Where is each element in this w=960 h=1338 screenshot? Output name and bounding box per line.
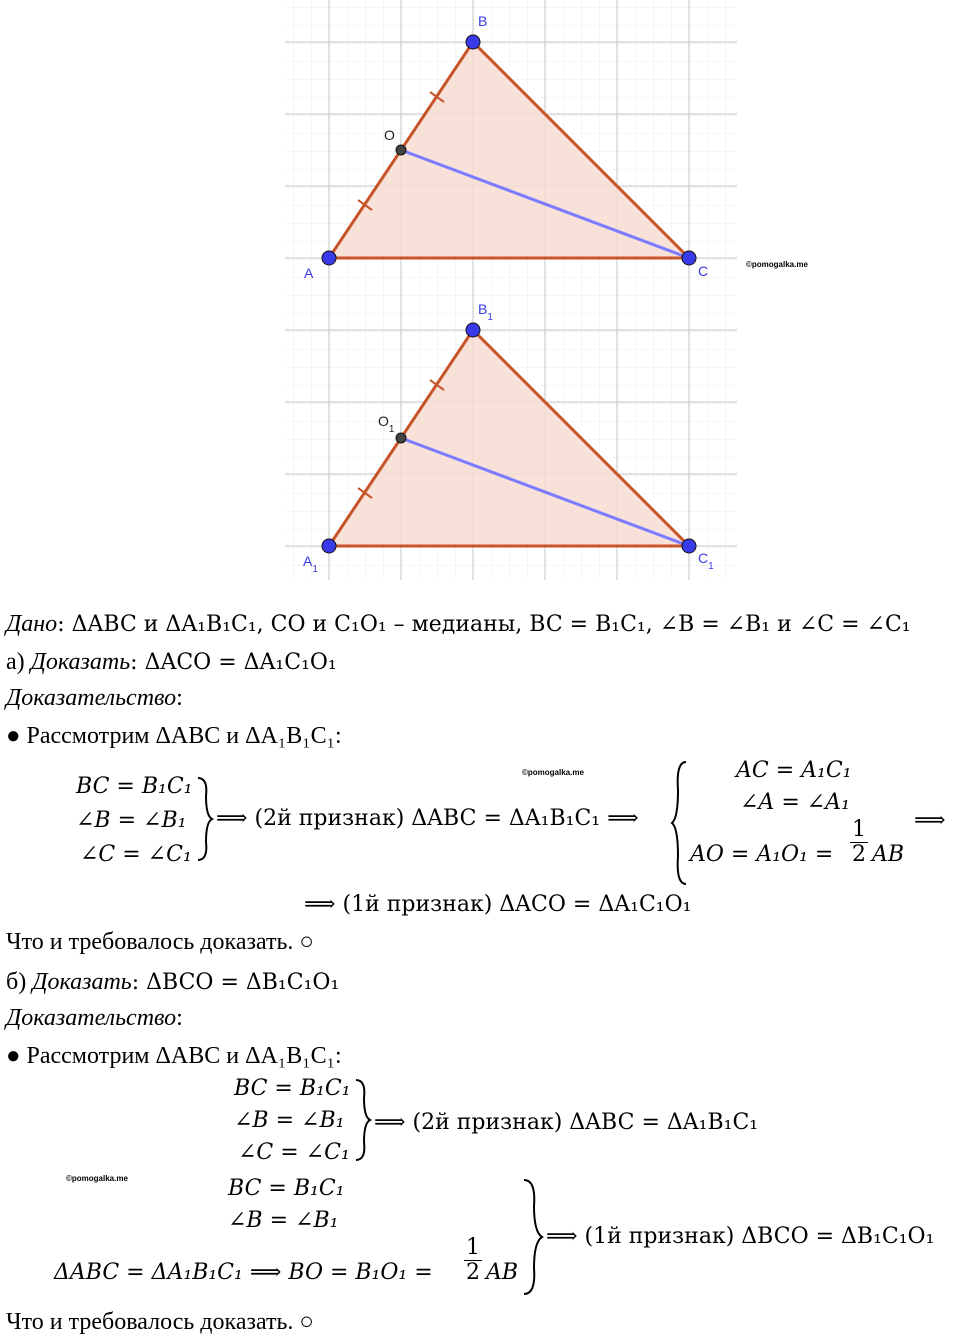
part-a-sys1-l3: ∠C = ∠C₁ bbox=[80, 842, 192, 867]
part-a-prove: а) Доказать: ΔACO = ΔA₁C₁O₁ bbox=[6, 649, 337, 675]
given-label: Дано bbox=[6, 611, 58, 637]
part-a-consider: ● Рассмотрим ΔABC и ΔA₁B₁C₁: bbox=[6, 723, 342, 749]
watermark-2: ©pomogalka.me bbox=[522, 768, 584, 777]
brace-left-a2 bbox=[670, 760, 688, 886]
brace-right-b1 bbox=[354, 1078, 372, 1162]
svg-text:B1: $B_1$ bbox=[478, 301, 493, 323]
part-b-impl1: ⟹ (2й признак) ΔABC = ΔA₁B₁C₁ bbox=[374, 1110, 759, 1135]
part-b-sys1-l3: ∠C = ∠C₁ bbox=[238, 1140, 350, 1165]
part-a-arrow: ⟹ bbox=[914, 808, 946, 833]
part-b-sys1-l2: ∠B = ∠B₁ bbox=[234, 1108, 345, 1133]
brace-right-b2 bbox=[522, 1178, 544, 1296]
label-c: C bbox=[698, 263, 709, 279]
part-a-sys2-l1: AC = A₁C₁ bbox=[736, 758, 852, 783]
watermark-1: ©pomogalka.me bbox=[746, 260, 808, 269]
part-a-conclusion: ⟹ (1й признак) ΔACO = ΔA₁C₁O₁ bbox=[304, 892, 692, 917]
label-o: O bbox=[384, 127, 395, 143]
part-a-frac: 1 2 bbox=[852, 817, 866, 867]
part-b-sys1-l1: BC = B₁C₁ bbox=[234, 1076, 351, 1101]
part-b-qed: Что и требовалось доказать. ○ bbox=[6, 1309, 314, 1335]
part-a-sys1-l2: ∠B = ∠B₁ bbox=[76, 808, 187, 833]
given-text: : ΔABC и ΔA₁B₁C₁, CO и C₁O₁ – медианы, BC = B₁C₁, ∠B = ∠B₁ и ∠C = ∠C₁ bbox=[57, 612, 911, 637]
part-a-qed: Что и требовалось доказать. ○ bbox=[6, 929, 314, 955]
given-line bbox=[6, 610, 911, 639]
part-b-sys2-tail: AB bbox=[486, 1260, 519, 1285]
part-b-prove: б) Доказать: ΔBCO = ΔB₁C₁O₁ bbox=[6, 969, 340, 995]
svg-text:O1: $O_1$ bbox=[378, 413, 395, 435]
part-b-frac: 1 2 bbox=[466, 1235, 480, 1285]
part-a-proof-label: Доказательство: bbox=[6, 685, 183, 711]
part-a-impl1: ⟹ (2й признак) ΔABC = ΔA₁B₁C₁ ⟹ bbox=[216, 806, 639, 831]
part-b-sys2-l1: BC = B₁C₁ bbox=[228, 1176, 345, 1201]
label-a: A bbox=[304, 265, 314, 281]
geometry-figure bbox=[0, 0, 960, 580]
part-b-conclusion: ⟹ (1й признак) ΔBCO = ΔB₁C₁O₁ bbox=[546, 1224, 935, 1249]
part-b-sys2-l2: ∠B = ∠B₁ bbox=[228, 1208, 339, 1233]
part-a-sys1-l1: BC = B₁C₁ bbox=[76, 774, 193, 799]
label-b: B bbox=[478, 13, 488, 29]
part-b-consider: ● Рассмотрим ΔABC и ΔA₁B₁C₁: bbox=[6, 1043, 342, 1069]
part-b-sys2-l3: ΔABC = ΔA₁B₁C₁ ⟹ BO = B₁O₁ = bbox=[54, 1260, 433, 1285]
watermark-3: ©pomogalka.me bbox=[66, 1174, 128, 1183]
svg-text:C1: $C_1$ bbox=[698, 550, 714, 572]
part-a-sys2-l2: ∠A = ∠A₁ bbox=[740, 790, 850, 815]
part-a-sys2-l3: AO = A₁O₁ = bbox=[690, 842, 834, 867]
part-b-proof-label: Доказательство: bbox=[6, 1005, 183, 1031]
svg-text:A1: $A_1$ bbox=[303, 553, 318, 575]
brace-right-a1 bbox=[196, 776, 214, 862]
part-a-sys2-tail: AB bbox=[872, 842, 905, 867]
